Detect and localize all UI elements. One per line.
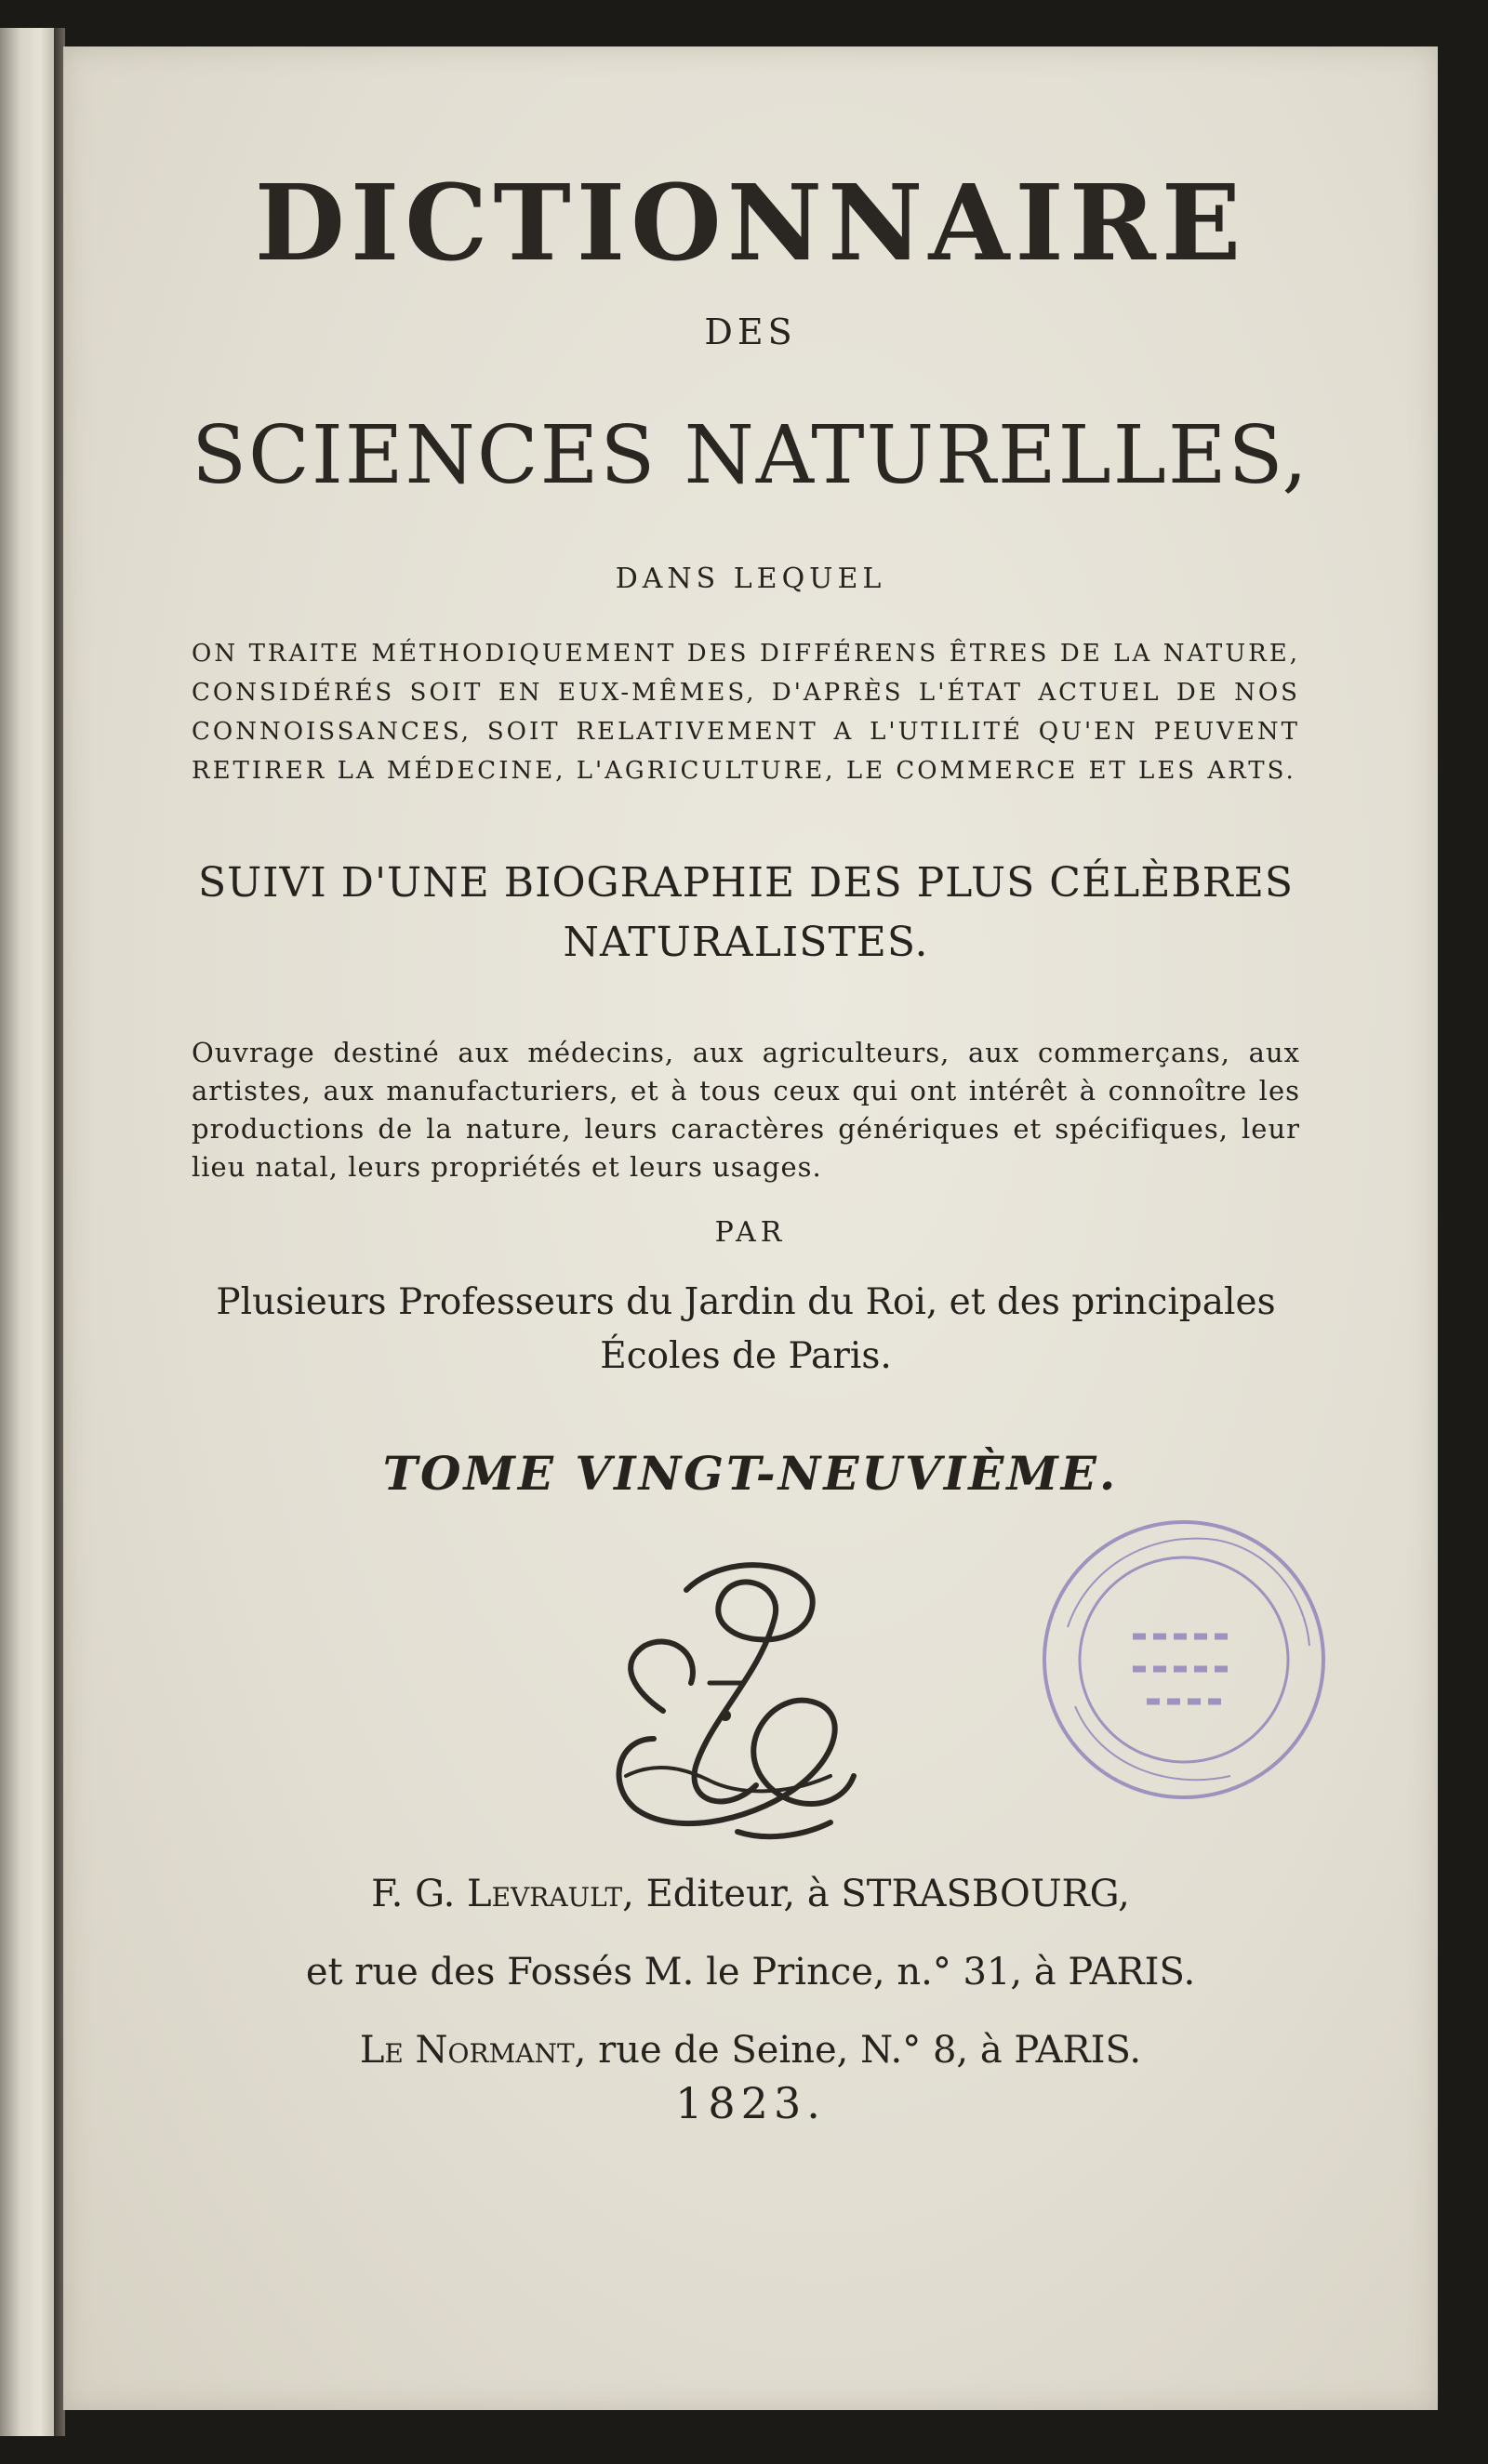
previous-leaf-edge bbox=[0, 28, 58, 2436]
title-connector: DES bbox=[704, 311, 797, 352]
publisher-line-paris: et rue des Fossés M. le Prince, n.° 31, à PARIS. bbox=[305, 1951, 1196, 1994]
publisher-block bbox=[156, 1855, 1345, 2089]
bookseller-name: Le Normant bbox=[359, 2029, 575, 2072]
volume-label: TOME VINGT-NEUVIÈME. bbox=[382, 1446, 1119, 1501]
publisher-line-strasbourg bbox=[156, 1855, 1345, 1933]
authors-line: Plusieurs Professeurs du Jardin du Roi, et des principales Écoles de Paris. bbox=[216, 1281, 1276, 1377]
biography-heading: SUIVI D'UNE BIOGRAPHIE DES PLUS CÉLÈBRES NATURALISTES. bbox=[197, 859, 1295, 966]
book-title: DICTIONNAIRE bbox=[254, 163, 1247, 285]
par-label: PAR bbox=[714, 1216, 787, 1249]
book-subtitle: SCIENCES NATURELLES, bbox=[192, 409, 1309, 502]
dans-lequel-heading: DANS LEQUEL bbox=[615, 563, 886, 595]
fleuron-monogram-icon bbox=[598, 1553, 868, 1850]
publisher-line1-rest: , Editeur, à STRASBOURG, bbox=[622, 1873, 1130, 1915]
library-stamp-icon bbox=[1030, 1506, 1337, 1813]
title-page bbox=[63, 46, 1438, 2410]
publisher-name: F. G. Levrault bbox=[371, 1873, 623, 1915]
bookseller-line-rest: , rue de Seine, N.° 8, à PARIS. bbox=[574, 2029, 1142, 2072]
ouvrage-paragraph: Ouvrage destiné aux médecins, aux agriculteurs, aux commerçans, aux artistes, aux manufacturiers, et à tous ceux qui ont intérêt à connoître les productions de la nature, leurs caractères génériques et spécifiques, leur lieu natal, leurs propriétés et leurs usages. bbox=[192, 1037, 1300, 1183]
publication-year: 1823. bbox=[675, 2078, 826, 2128]
description-paragraph: ON TRAITE MÉTHODIQUEMENT DES DIFFÉRENS ÊTRES DE LA NATURE, CONSIDÉRÉS SOIT EN EUX-MÊMES, D'APRÈS L'ÉTAT ACTUEL DE NOS CONNOISSANCES, SOIT RELATIVEMENT A L'UTILITÉ QU'EN PEUVENT RETIRER LA MÉDECINE, L'AGRICULTURE, LE COMMERCE ET LES ARTS. bbox=[192, 640, 1300, 785]
